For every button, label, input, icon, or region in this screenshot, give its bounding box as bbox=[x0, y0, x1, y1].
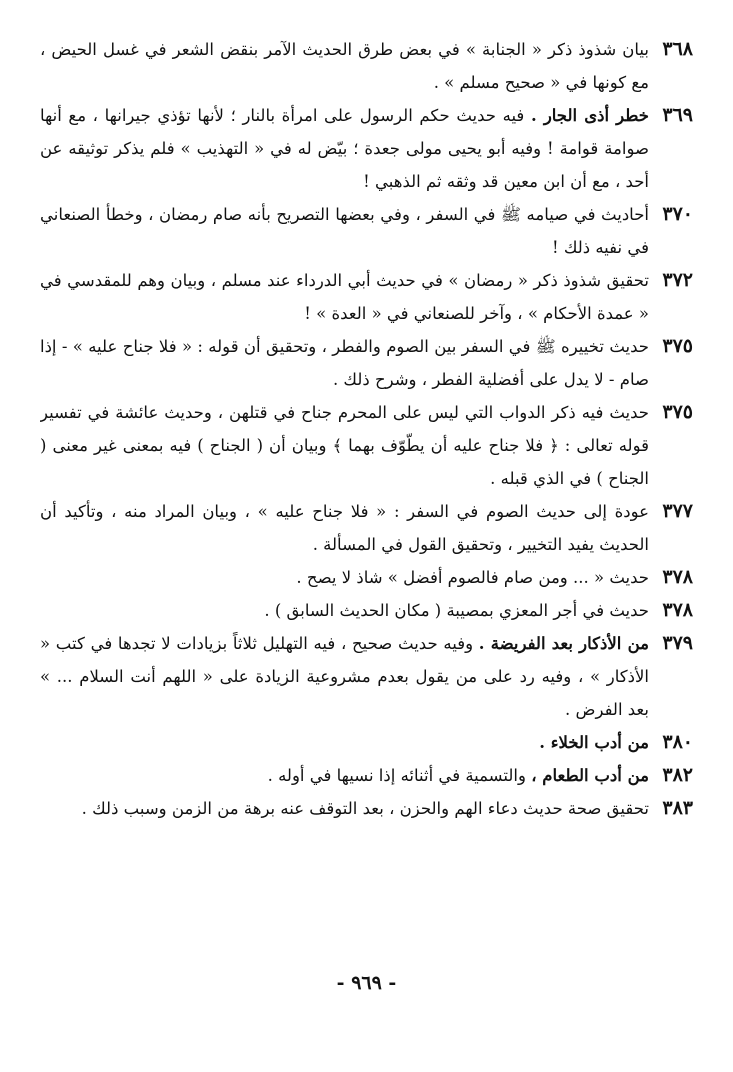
entry-body: والتسمية في أثنائه إذا نسيها في أوله . bbox=[267, 766, 526, 785]
entry-body: حديث فيه ذكر الدواب التي ليس على المحرم جناح في قتلهن ، وحديث عائشة في تفسير قوله تعالى : ﴿ فلا جناح عليه أن يطّوّف بهما ﴾ وبيان أن ( الجناح ) فيه بمعنى غير معنى ( الجناح ) في الذي قبله . bbox=[40, 403, 649, 488]
index-entry bbox=[40, 396, 693, 495]
entry-body: عودة إلى حديث الصوم في السفر : « فلا جناح عليه » ، وبيان المراد منه ، وتأكيد أن الحديث يفيد التخيير ، وتحقيق القول في المسألة . bbox=[40, 502, 649, 554]
index-entry bbox=[40, 561, 693, 594]
entry-text bbox=[40, 330, 649, 396]
entry-text bbox=[40, 594, 649, 627]
index-entry bbox=[40, 726, 693, 759]
entry-body: بيان شذوذ ذكر « الجنابة » في بعض طرق الحديث الآمر بنقض الشعر في غسل الحيض ، مع كونها في « صحيح مسلم » . bbox=[40, 40, 649, 92]
index-entry bbox=[40, 627, 693, 726]
entry-text bbox=[40, 726, 649, 759]
entry-number: ٣٧٥ bbox=[662, 335, 693, 357]
entry-heading: من الأذكار بعد الفريضة . bbox=[478, 634, 649, 653]
entry-number: ٣٧٠ bbox=[662, 203, 693, 225]
entry-number: ٣٧٢ bbox=[662, 269, 693, 291]
entry-number: ٣٧٧ bbox=[662, 500, 693, 522]
index-entries bbox=[40, 33, 693, 825]
entry-number: ٣٧٨ bbox=[662, 599, 693, 621]
entry-body: فيه حديث حكم الرسول على امرأة بالنار ؛ لأنها تؤذي جيرانها ، مع أنها صوامة قوامة ! وفيه أبو يحيى مولى جعدة ؛ بيّض له في « التهذيب » فلم يذكر توثيقه عن أحد ، مع أن ابن معين قد وثقه ثم الذهبي ! bbox=[40, 106, 649, 191]
entry-text bbox=[40, 198, 649, 264]
page-number: - ٩٦٩ - bbox=[336, 972, 397, 994]
entry-text bbox=[40, 264, 649, 330]
index-entry bbox=[40, 330, 693, 396]
index-entry bbox=[40, 594, 693, 627]
entry-number: ٣٧٩ bbox=[662, 632, 693, 654]
entry-text bbox=[40, 792, 649, 825]
entry-body: حديث تخييره ﷺ في السفر بين الصوم والفطر ، وتحقيق أن قوله : « فلا جناح عليه » - إذا صام - لا يدل على أفضلية الفطر ، وشرح ذلك . bbox=[40, 337, 649, 389]
entry-body: تحقيق شذوذ ذكر « رمضان » في حديث أبي الدرداء عند مسلم ، وبيان وهم للمقدسي في « عمدة الأحكام » ، وآخر للصنعاني في « العدة » ! bbox=[40, 271, 649, 323]
entry-text bbox=[40, 33, 649, 99]
entry-heading: من أدب الطعام ، bbox=[531, 766, 649, 785]
index-entry bbox=[40, 759, 693, 792]
index-entry bbox=[40, 198, 693, 264]
entry-number: ٣٧٨ bbox=[662, 566, 693, 588]
entry-body: حديث « ... ومن صام فالصوم أفضل » شاذ لا يصح . bbox=[296, 568, 649, 587]
index-entry bbox=[40, 264, 693, 330]
entry-text bbox=[40, 561, 649, 594]
entry-body: تحقيق صحة حديث دعاء الهم والحزن ، بعد التوقف عنه برهة من الزمن وسبب ذلك . bbox=[81, 799, 649, 818]
entry-text bbox=[40, 495, 649, 561]
entry-text bbox=[40, 759, 649, 792]
entry-number: ٣٨٣ bbox=[662, 797, 693, 819]
entry-heading: من أدب الخلاء . bbox=[539, 733, 649, 752]
entry-number: ٣٦٩ bbox=[662, 104, 693, 126]
index-entry bbox=[40, 33, 693, 99]
entry-number: ٣٨٢ bbox=[662, 764, 693, 786]
entry-number: ٣٧٥ bbox=[662, 401, 693, 423]
entry-body: وفيه حديث صحيح ، فيه التهليل ثلاثاً بزيادات لا تجدها في كتب « الأذكار » ، وفيه رد على من يقول بعدم مشروعية الزيادة على « اللهم أنت السلام ... » بعد الفرض . bbox=[40, 634, 649, 719]
entry-heading: خطر أذى الجار . bbox=[530, 106, 649, 125]
entry-number: ٣٦٨ bbox=[662, 38, 693, 60]
index-entry bbox=[40, 792, 693, 825]
entry-text bbox=[40, 396, 649, 495]
entry-text bbox=[40, 627, 649, 726]
entry-body: أحاديث في صيامه ﷺ في السفر ، وفي بعضها التصريح بأنه صام رمضان ، وخطأ الصنعاني في نفيه ذلك ! bbox=[40, 205, 649, 257]
entry-body: حديث في أجر المعزي بمصيبة ( مكان الحديث السابق ) . bbox=[264, 601, 649, 620]
entry-text bbox=[40, 99, 649, 198]
index-entry bbox=[40, 99, 693, 198]
index-entry bbox=[40, 495, 693, 561]
entry-number: ٣٨٠ bbox=[662, 731, 693, 753]
